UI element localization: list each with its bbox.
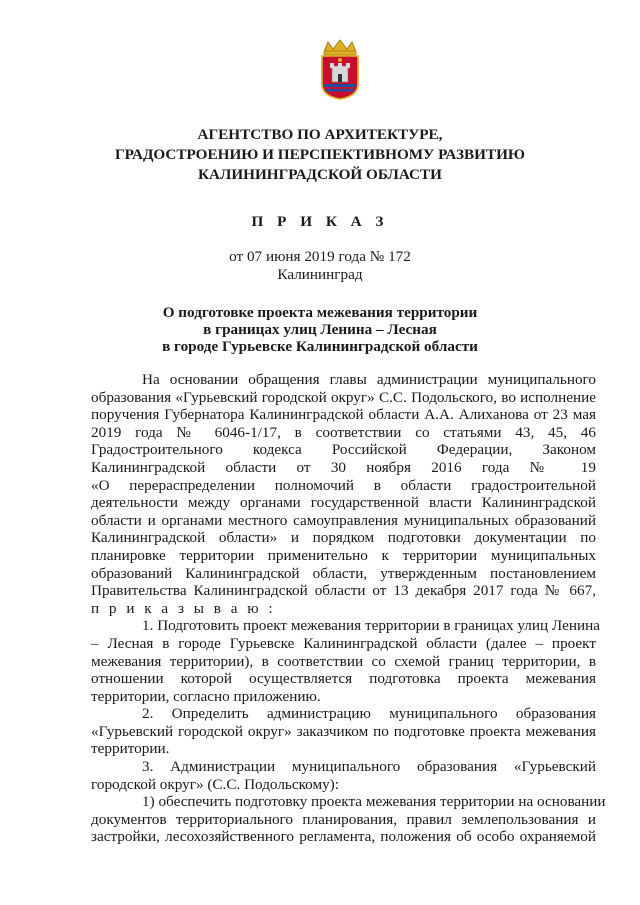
body-line: городской округ» (С.С. Подольскому):: [91, 775, 339, 793]
document-type: П Р И К А З: [251, 213, 389, 230]
body-line: 3. Администрации муниципального образования «Гурьевский: [142, 758, 596, 776]
agency-line: КАЛИНИНГРАДСКОЙ ОБЛАСТИ: [198, 166, 442, 183]
body-line-decree: п р и к а з ы в а ю :: [91, 599, 276, 617]
order-city: Калининград: [277, 266, 363, 283]
body-line: Градостроительного кодекса Российской Федерации, Законом: [91, 441, 596, 459]
order-meta: [0, 248, 640, 284]
body-line: области и органами местного самоуправления муниципальных образований: [91, 511, 596, 529]
order-body: [91, 371, 606, 846]
body-line: 1. Подготовить проект межевания территории в границах улиц Ленина: [142, 617, 600, 635]
coat-of-arms-icon: [318, 38, 362, 100]
body-line: 2. Определить администрацию муниципального образования: [142, 705, 596, 723]
subject-line: О подготовке проекта межевания территории: [162, 304, 478, 321]
body-line: территории.: [91, 740, 170, 758]
body-line: «Гурьевский городской округ» заказчиком по подготовке проекта межевания: [91, 722, 596, 740]
body-line: образования «Гурьевский городской округ» С.С. Подольского, во исполнение: [91, 388, 596, 406]
agency-line: ГРАДОСТРОЕНИЮ И ПЕРСПЕКТИВНОМУ РАЗВИТИЮ: [114, 146, 525, 163]
subject-line: в границах улиц Ленина – Лесная: [203, 321, 437, 338]
agency-line: АГЕНТСТВО ПО АРХИТЕКТУРЕ,: [197, 126, 443, 143]
body-line: Калининградской области от 30 ноября 2016 года № 19: [91, 458, 596, 476]
body-line: образований Калининградской области, утвержденным постановлением: [91, 564, 596, 582]
body-line: межевания территории), в соответствии со схемой границ территории, в: [91, 652, 596, 670]
body-line: 1) обеспечить подготовку проекта межевания территории на основании: [142, 793, 606, 811]
body-line: деятельности между органами государственной власти Калининградской: [91, 494, 596, 512]
order-subject: [0, 304, 640, 355]
body-line: документов территориального планирования, правил землепользования и: [91, 810, 596, 828]
subject-line: в городе Гурьевске Калининградской области: [162, 338, 478, 355]
order-date-number: от 07 июня 2019 года № 172: [229, 248, 411, 265]
body-line: 2019 года № 6046-1/17, в соответствии со статьями 43, 45, 46: [91, 423, 596, 441]
body-line: «О перераспределении полномочий в области градостроительной: [91, 476, 596, 494]
agency-name: [0, 125, 640, 185]
body-line: поручения Губернатора Калининградской области А.А. Алиханова от 23 мая: [91, 406, 596, 424]
body-line: застройки, лесохозяйственного регламента, положения об особо охраняемой: [91, 828, 596, 846]
body-line: На основании обращения главы администрации муниципального: [142, 371, 596, 388]
body-line: отношении которой осуществляется подготовка проекта межевания: [91, 670, 596, 688]
body-line: Правительства Калининградской области от 13 декабря 2017 года № 667,: [91, 582, 596, 600]
body-line: планировке территории применительно к территории муниципальных: [91, 546, 596, 564]
body-line: Калининградской области» и порядком подготовки документации по: [91, 529, 596, 547]
body-line: территории, согласно приложению.: [91, 687, 321, 705]
body-line: – Лесная в городе Гурьевске Калининградской области (далее – проект: [91, 634, 596, 652]
